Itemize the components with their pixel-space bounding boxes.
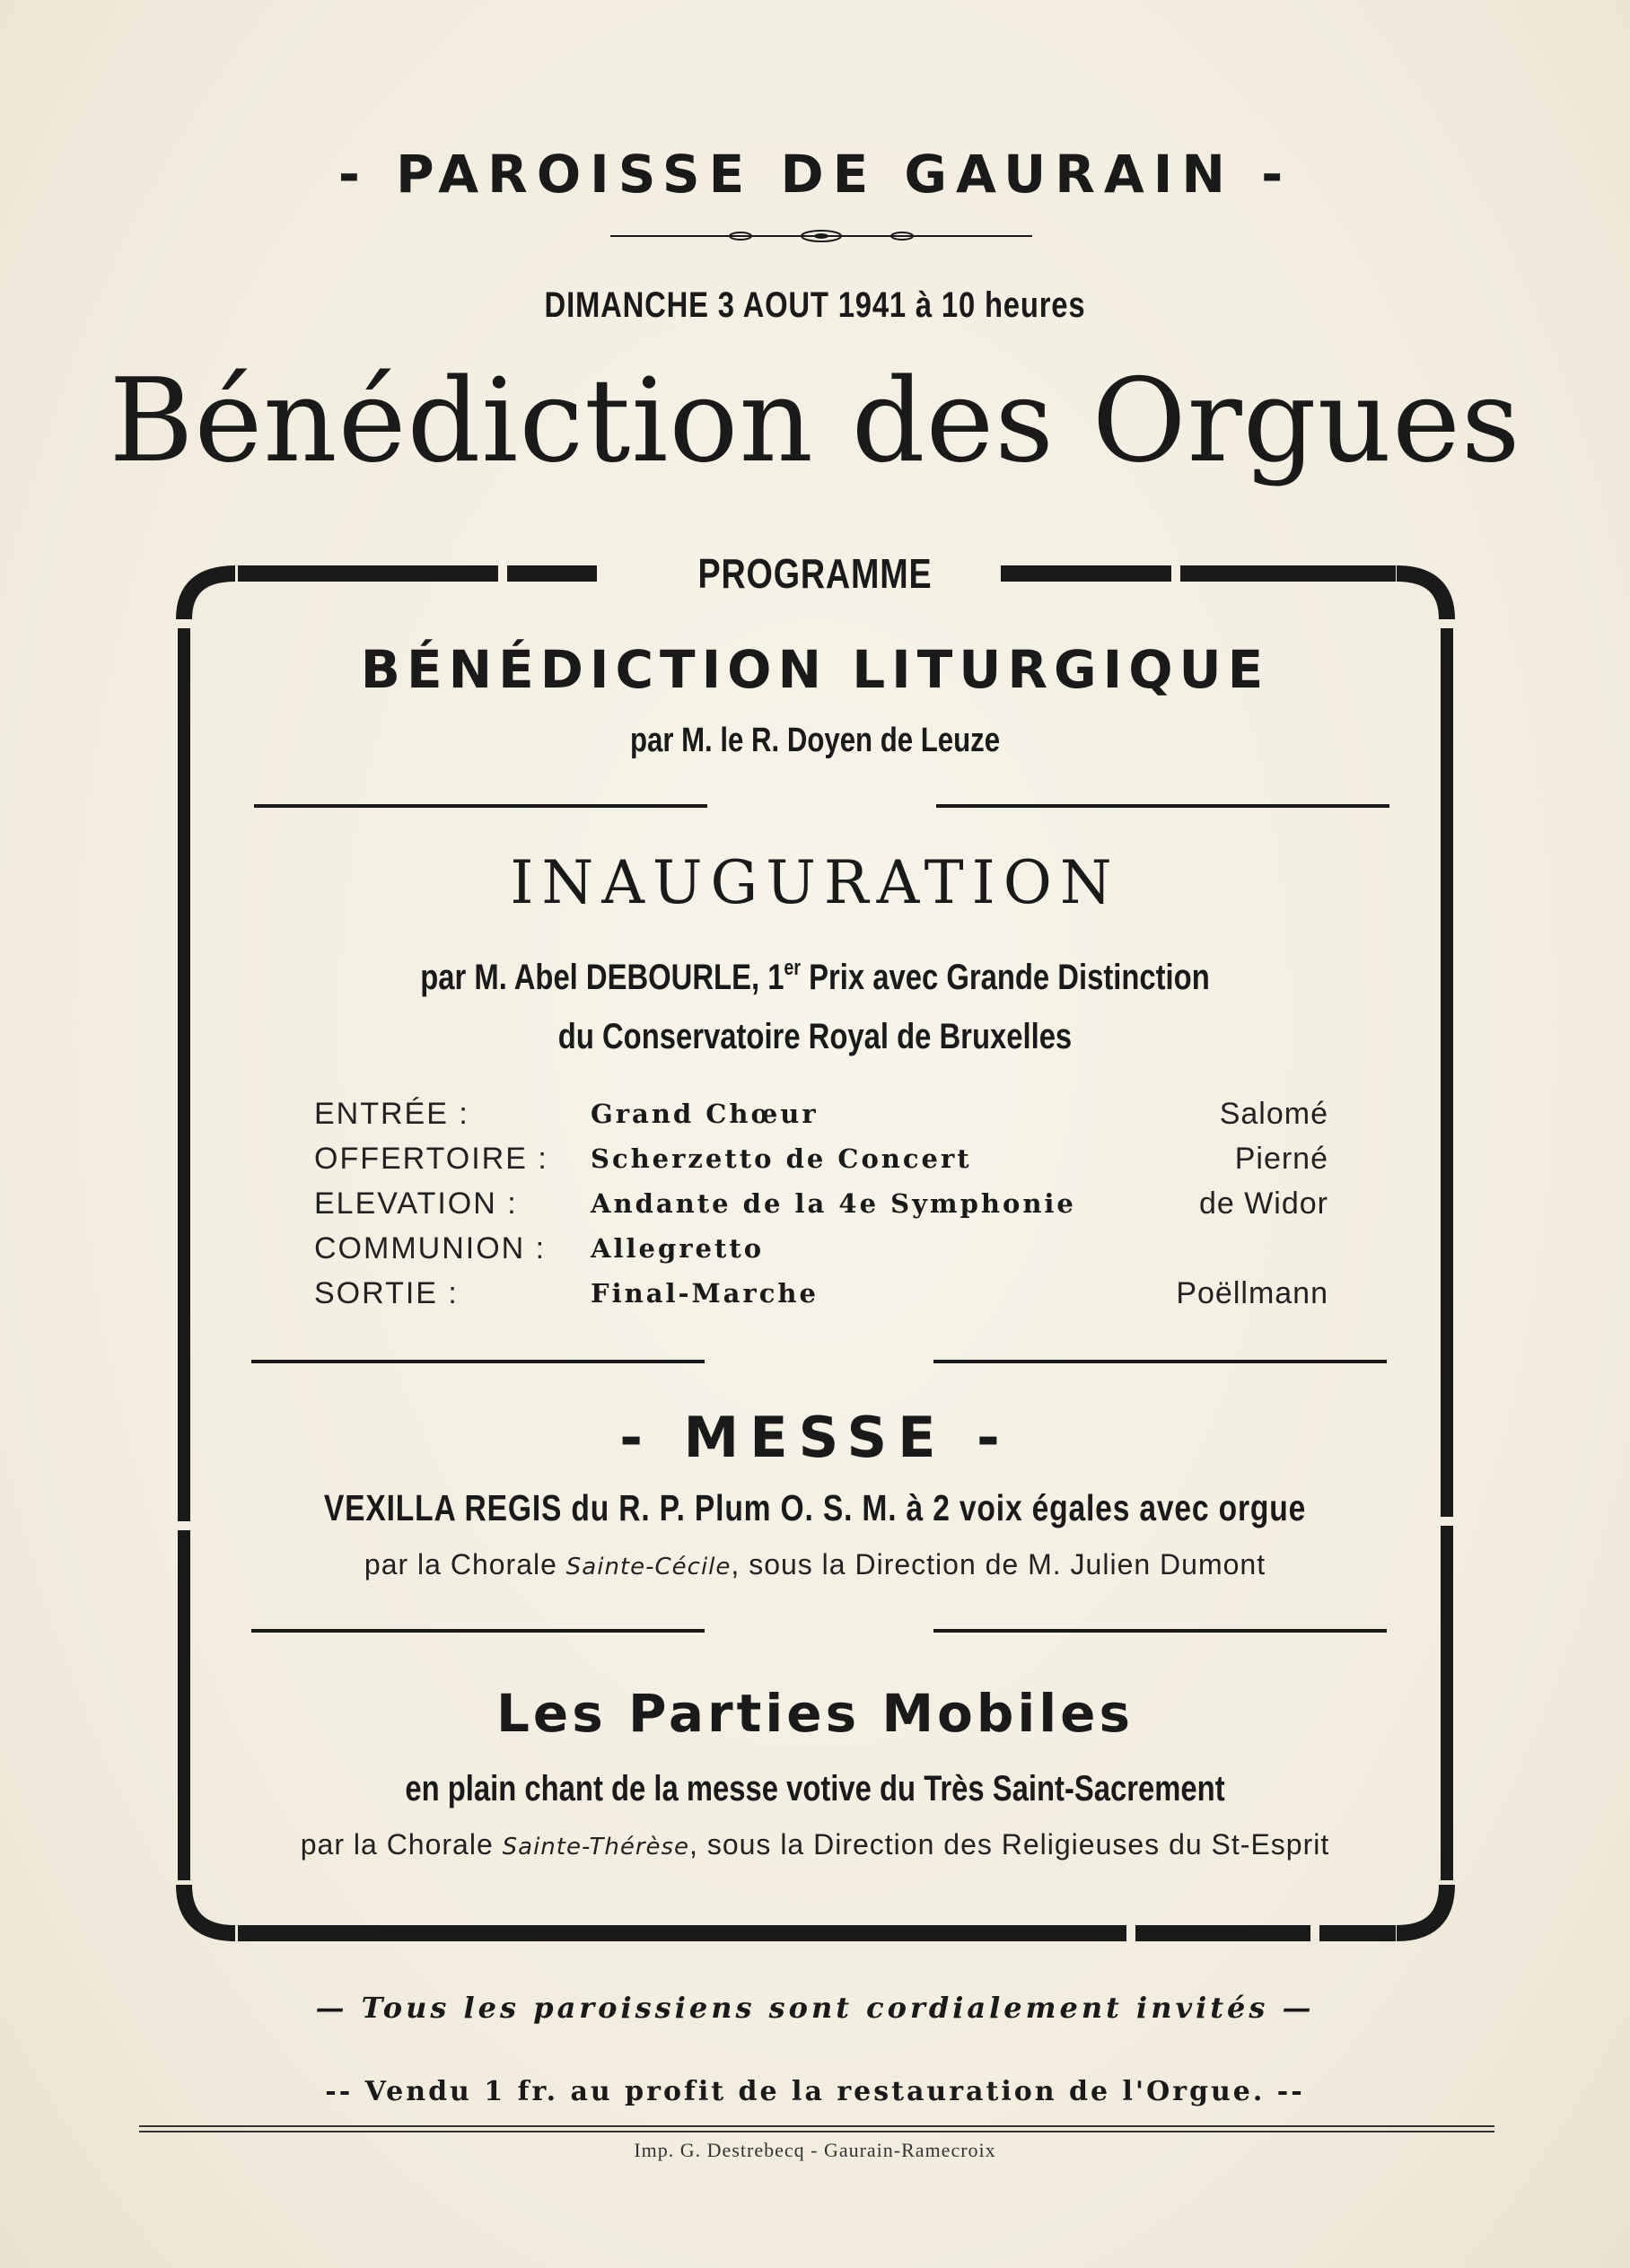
parties-line: en plain chant de la messe votive du Très Saint-Sacrement (405, 1769, 1225, 1808)
invitation-line: — Tous les paroissiens sont cordialement invités — (315, 1991, 1315, 2025)
programme-row-label: ENTRÉE : (314, 1097, 469, 1131)
programme-row-label: COMMUNION : (314, 1231, 547, 1265)
inauguration-title: INAUGURATION (510, 848, 1120, 917)
price-line: -- Vendu 1 fr. au profit de la restauration de l'Orgue. -- (325, 2076, 1305, 2107)
programme-row-composer: Poëllmann (1176, 1276, 1328, 1310)
parties-mobiles-title: Les Parties Mobiles (495, 1683, 1135, 1744)
divider-rule (936, 804, 1389, 808)
footer-rule (139, 2131, 1494, 2132)
programme-row-piece: Final-Marche (591, 1278, 819, 1309)
divider-rule (933, 1360, 1387, 1363)
programme-row (314, 1097, 1328, 1136)
programme-row-label: SORTIE : (314, 1276, 459, 1310)
parish-heading: - PAROISSE DE GAURAIN - (337, 144, 1293, 205)
footer-rule (139, 2125, 1494, 2127)
programme-row-composer: Pierné (1234, 1142, 1328, 1176)
programme-row (314, 1231, 1328, 1271)
divider-rule (251, 1360, 705, 1363)
parties-chorale: par la Chorale Sainte-Thérèse, sous la Direction des Religieuses du St-Esprit (300, 1828, 1330, 1861)
printer-credit: Imp. G. Destrebecq - Gaurain-Ramecroix (634, 2139, 996, 2161)
divider-rule (933, 1629, 1387, 1633)
programme-row (314, 1142, 1328, 1181)
liturgical-blessing-title: BÉNÉDICTION LITURGIQUE (360, 639, 1270, 700)
programme-row-piece: Scherzetto de Concert (591, 1143, 972, 1174)
programme-row-composer: de Widor (1198, 1187, 1328, 1221)
programme-row (314, 1276, 1328, 1316)
programme-row (314, 1187, 1328, 1226)
page-title: Bénédiction des Orgues (109, 355, 1521, 488)
programme-row-piece: Grand Chœur (591, 1099, 819, 1129)
divider-rule (254, 804, 707, 808)
event-date: DIMANCHE 3 AOUT 1941 à 10 heures (544, 285, 1086, 325)
messe-chorale: par la Chorale Sainte-Cécile, sous la Direction de M. Julien Dumont (364, 1548, 1266, 1581)
programme-row-piece: Andante de la 4e Symphonie (591, 1188, 1076, 1219)
programme-row-label: ELEVATION : (314, 1187, 518, 1221)
messe-line: VEXILLA REGIS du R. P. Plum O. S. M. à 2 voix égales avec orgue (323, 1487, 1307, 1528)
conservatoire-line: du Conservatoire Royal de Bruxelles (557, 1017, 1073, 1056)
liturgical-byline: par M. le R. Doyen de Leuze (629, 722, 1001, 759)
divider-rule (251, 1629, 705, 1633)
programme-row-composer: Salomé (1219, 1097, 1328, 1131)
messe-title: - MESSE - (619, 1405, 1011, 1470)
organist-byline: par M. Abel DEBOURLE, 1er Prix avec Grande Distinction (420, 956, 1210, 997)
programme-row-label: OFFERTOIRE : (314, 1142, 548, 1176)
programme-row-piece: Allegretto (591, 1233, 765, 1264)
programme-label: PROGRAMME (697, 550, 933, 597)
